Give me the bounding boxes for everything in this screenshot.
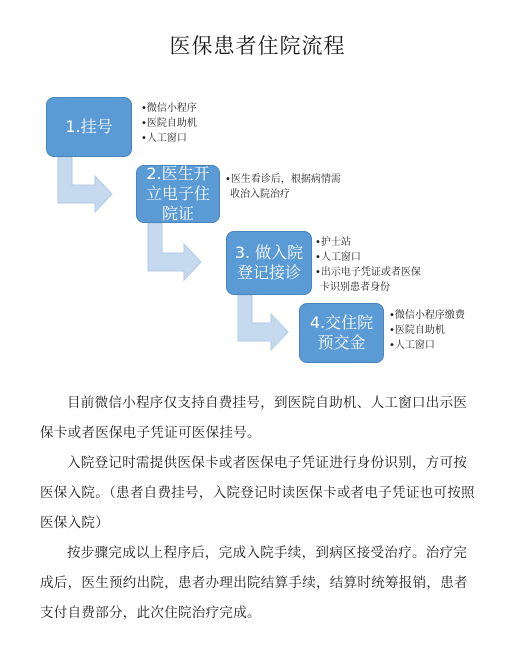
- step-3-admission-registration: [226, 231, 312, 295]
- step-3-line-1: 3. 做入院: [234, 243, 304, 262]
- note-item: • 医院自助机: [389, 323, 489, 338]
- step-1-notes: [141, 101, 231, 146]
- step-3-notes: [315, 235, 425, 295]
- note-item: • 人工窗口: [315, 250, 425, 265]
- note-item: • 医生看诊后，根据病情需收治入院治疗: [225, 172, 347, 202]
- step-4-line-1: 4.交住院: [309, 313, 374, 332]
- arrow-step1-to-step2: [58, 157, 112, 212]
- step-2-admission-certificate: [136, 165, 220, 223]
- step-4-deposit: [299, 303, 384, 363]
- step-4-notes: [389, 308, 489, 353]
- paragraph-admission: 入院登记时需提供医保卡或者医保电子凭证进行身份识别，方可按医保入院。（患者自费挂号，入院登记时读医保卡或者电子凭证也可按照医保入院）: [40, 455, 475, 531]
- note-item: • 微信小程序: [141, 101, 231, 116]
- step-2-line-3: 院证: [161, 204, 194, 223]
- arrow-step3-to-step4: [238, 295, 288, 350]
- step-1-register: [46, 97, 132, 157]
- page-title: 医保患者住院流程: [169, 34, 346, 58]
- step-2-line-2: 立电子住: [145, 184, 210, 203]
- step-3-line-2: 登记接诊: [236, 263, 301, 282]
- step-2-line-1: 2.医生开: [146, 164, 210, 183]
- note-item: • 护士站: [315, 235, 425, 250]
- note-item: • 人工窗口: [389, 338, 489, 353]
- step-2-notes: [225, 172, 347, 202]
- paragraph-completion: 按步骤完成以上程序后，完成入院手续，到病区接受治疗。治疗完成后，医生预约出院，患者办理出院结算手续，结算时统筹报销，患者支付自费部分，此次住院治疗完成。: [40, 545, 468, 621]
- note-item: • 微信小程序缴费: [389, 308, 489, 323]
- note-item: • 出示电子凭证或者医保卡识别患者身份: [315, 265, 425, 295]
- note-item: • 医院自助机: [141, 116, 231, 131]
- arrow-step2-to-step3: [148, 223, 201, 280]
- step-1-line-1: 1.挂号: [65, 117, 113, 136]
- step-4-line-2: 预交金: [317, 333, 366, 352]
- note-item: • 人工窗口: [141, 131, 231, 146]
- paragraph-registration: 目前微信小程序仅支持自费挂号，到医院自助机、人工窗口出示医保卡或者医保电子凭证可医保挂号。: [40, 395, 468, 441]
